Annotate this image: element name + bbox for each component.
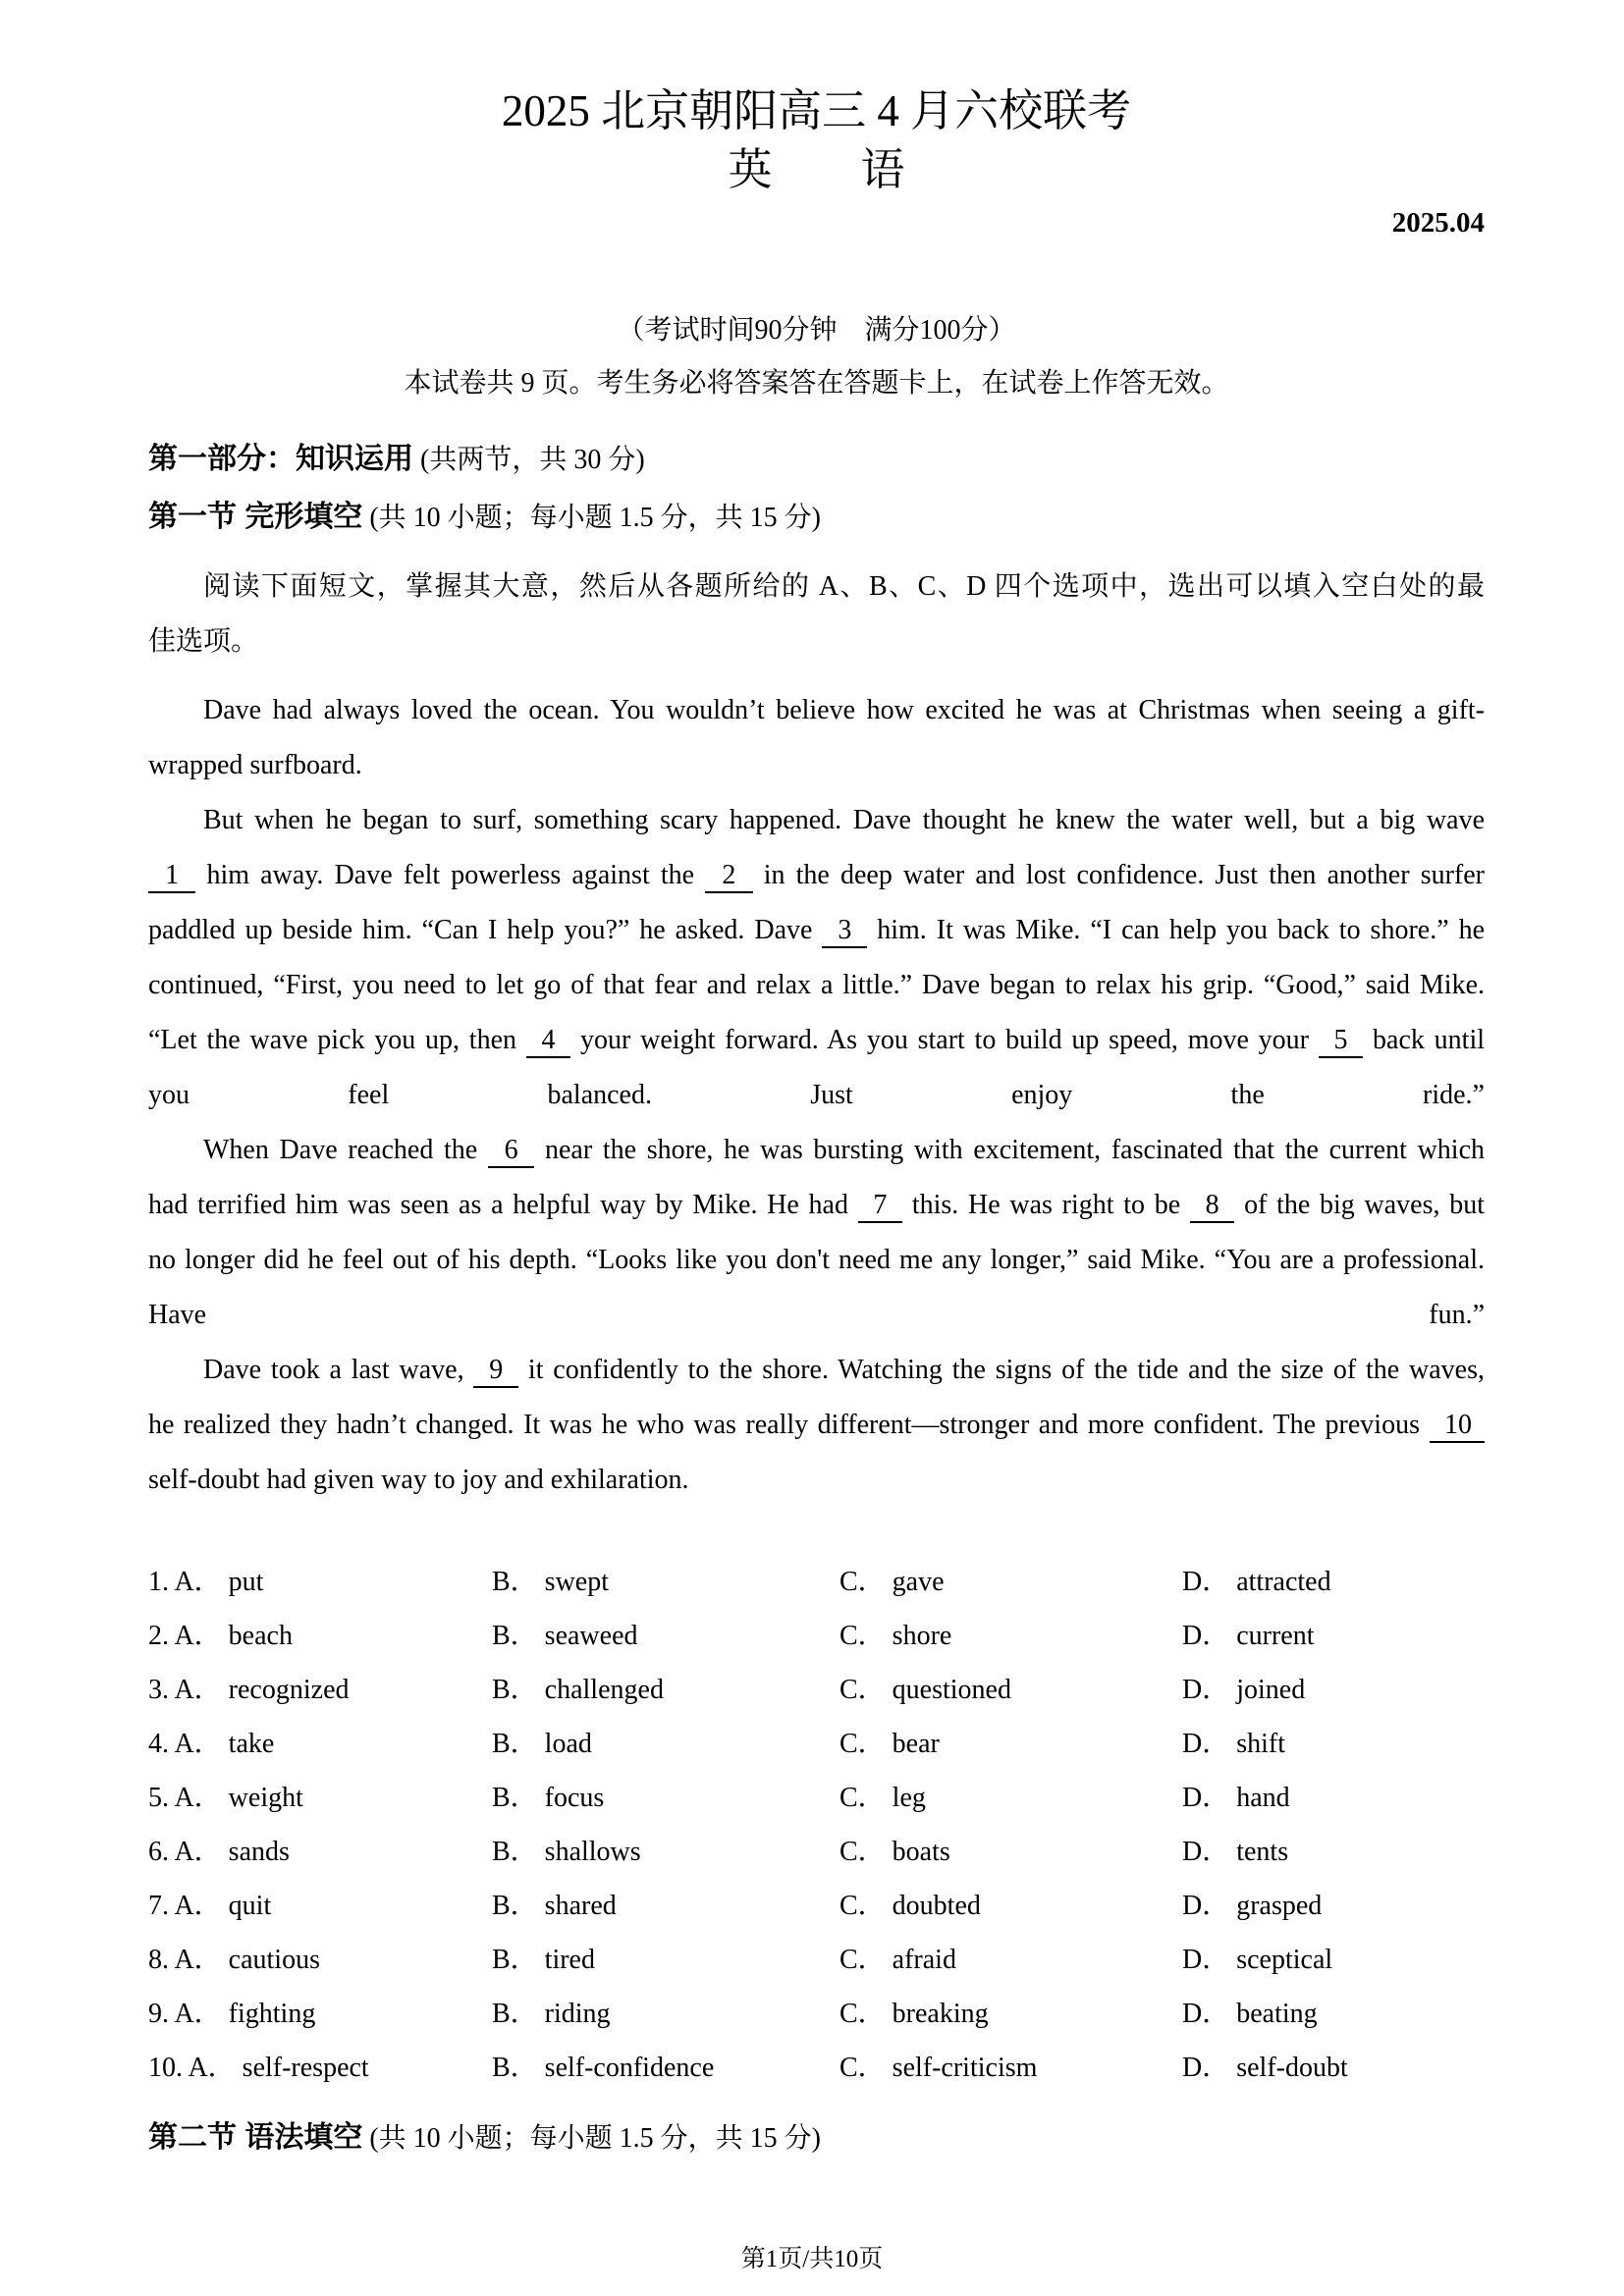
question-option: 8. A． cautious [148, 1945, 320, 1975]
question-row [148, 1933, 1485, 1987]
question-option: C． questioned [839, 1675, 1011, 1705]
cloze-blank: 8 [1190, 1190, 1234, 1223]
passage-paragraph [148, 1123, 1485, 1343]
question-option: D． grasped [1182, 1891, 1323, 1921]
question-option: C． leg [839, 1783, 926, 1813]
heading-section2 [148, 2118, 1485, 2159]
question-option: 5. A． weight [148, 1783, 303, 1813]
heading-section1-title: 第一节 完形填空 [148, 501, 363, 533]
passage-line: 1 him away. Dave felt powerless against the 2 in the deep water and lost confidence. Just then another surfer [148, 848, 1485, 903]
passage-line: self-doubt had given way to joy and exhilaration. [148, 1465, 689, 1495]
question-option: D． self-doubt [1182, 2053, 1348, 2083]
question-option: B． focus [492, 1783, 605, 1813]
passage-paragraph [148, 793, 1485, 1123]
passage-line: 阅读下面短文，掌握其大意，然后从各题所给的 A、B、C、D 四个选项中，选出可以填入空白处的最 [203, 571, 1485, 602]
question-option: 7. A． quit [148, 1891, 272, 1921]
question-option: B． load [492, 1729, 592, 1759]
heading-section2-score: (共 10 小题；每小题 1.5 分，共 15 分) [362, 2123, 821, 2154]
passage-paragraph [148, 683, 1485, 793]
question-option: D． sceptical [1182, 1945, 1333, 1975]
question-option: D． joined [1182, 1675, 1306, 1705]
question-option: C． boats [839, 1837, 950, 1867]
passage-line: Dave had always loved the ocean. You wouldn’t believe how excited he was at Christmas when seeing a gift- [203, 695, 1485, 725]
passage-line: had terrified him was seen as a helpful way by Mike. He had 7 this. He was right to be 8 of the big waves, but [148, 1178, 1485, 1233]
question-option: D． hand [1182, 1783, 1290, 1813]
passage-line: When Dave reached the 6 near the shore, he was bursting with excitement, fascinated that the current which [148, 1123, 1485, 1178]
heading-section1 [148, 498, 1485, 538]
question-option: D． beating [1182, 1999, 1318, 2029]
question-option: 6. A． sands [148, 1837, 290, 1867]
heading-part1 [148, 440, 1485, 480]
cloze-blank: 5 [1319, 1025, 1364, 1058]
cloze-blank: 9 [473, 1355, 518, 1388]
question-option: C． bear [839, 1729, 940, 1759]
question-option: B． challenged [492, 1675, 664, 1705]
question-row [148, 2041, 1485, 2095]
question-row [148, 1555, 1485, 1609]
passage-line: no longer did he feel out of his depth. “Looks like you don't need me any longer,” said Mike. “You are a professional. [148, 1245, 1485, 1275]
heading-section2-title: 第二节 语法填空 [148, 2121, 363, 2154]
question-option: C． breaking [839, 1999, 989, 2029]
cloze-blank: 1 [148, 860, 195, 893]
question-option: B． tired [492, 1945, 595, 1975]
question-row [148, 1663, 1485, 1717]
heading-part1-score: (共两节，共 30 分) [413, 445, 645, 475]
passage-line: you feel balanced. Just enjoy the ride.” [148, 1080, 1485, 1110]
question-option: B． shallows [492, 1837, 641, 1867]
cloze-blank: 4 [526, 1025, 571, 1058]
passage-line: paddled up beside him. “Can I help you?” he asked. Dave 3 him. It was Mike. “I can help you back to shore.” he [148, 903, 1485, 958]
question-row [148, 1609, 1485, 1663]
question-row [148, 1825, 1485, 1879]
passage-line: 佳选项。 [148, 626, 259, 657]
passage-line: he realized they hadn’t changed. It was he who was really different—stronger and more confident. The previous 10 [148, 1398, 1485, 1453]
page-footer: 第1页/共10页 [740, 2246, 884, 2272]
cloze-blank: 6 [488, 1135, 534, 1168]
question-option: B． seaweed [492, 1621, 638, 1651]
passage-line: “Let the wave pick you up, then 4 your weight forward. As you start to build up speed, move your 5 back until [148, 1013, 1485, 1068]
question-option: B． self-confidence [492, 2053, 715, 2083]
exam-date: 2025.04 [1391, 207, 1485, 239]
cloze-passage [148, 683, 1485, 1508]
question-option: 2. A． beach [148, 1621, 293, 1651]
question-option: 9. A． fighting [148, 1999, 316, 2029]
cloze-questions [148, 1555, 1485, 2095]
passage-line: wrapped surfboard. [148, 750, 362, 780]
passage-paragraph [148, 1343, 1485, 1508]
heading-section1-score: (共 10 小题；每小题 1.5 分，共 15 分) [362, 503, 821, 533]
question-option: C． shore [839, 1621, 952, 1651]
page-title: 2025 北京朝阳高三 4 月六校联考 [501, 86, 1132, 135]
subject-title: 英 语 [728, 145, 905, 194]
cloze-blank: 7 [858, 1190, 902, 1223]
question-option: D． tents [1182, 1837, 1289, 1867]
cloze-blank: 2 [705, 860, 752, 893]
passage-line: continued, “First, you need to let go of that fear and relax a little.” Dave began to relax his grip. “Good,” said Mike. [148, 970, 1485, 1000]
question-row [148, 1879, 1485, 1933]
question-row [148, 1987, 1485, 2041]
heading-part1-title: 第一部分：知识运用 [148, 443, 413, 475]
exam-duration-note: （考试时间90分钟 满分100分） [617, 315, 1016, 346]
question-option: C． self-criticism [839, 2053, 1038, 2083]
question-option: 4. A． take [148, 1729, 275, 1759]
question-option: D． attracted [1182, 1567, 1331, 1597]
passage-line: But when he began to surf, something scary happened. Dave thought he knew the water well, but a big wave [203, 805, 1485, 835]
question-row [148, 1717, 1485, 1771]
question-row [148, 1771, 1485, 1825]
question-option: C． afraid [839, 1945, 956, 1975]
question-option: B． swept [492, 1567, 610, 1597]
question-option: 10. A． self-respect [148, 2053, 369, 2083]
cloze-blank: 3 [822, 915, 867, 948]
question-option: C． doubted [839, 1891, 981, 1921]
passage-line: Have fun.” [148, 1300, 1485, 1330]
question-option: D． current [1182, 1621, 1315, 1651]
question-option: C． gave [839, 1567, 945, 1597]
question-option: B． riding [492, 1999, 611, 2029]
passage-line: Dave took a last wave, 9 it confidently to the shore. Watching the signs of the tide and the size of the waves, [148, 1343, 1485, 1398]
cloze-blank: 10 [1430, 1410, 1486, 1443]
cloze-directions [148, 560, 1485, 669]
exam-instruction-note: 本试卷共 9 页。考生务必将答案答在答题卡上，在试卷上作答无效。 [404, 368, 1229, 399]
question-option: D． shift [1182, 1729, 1286, 1759]
question-option: B． shared [492, 1891, 617, 1921]
question-option: 1. A． put [148, 1567, 264, 1597]
question-option: 3. A． recognized [148, 1675, 350, 1705]
